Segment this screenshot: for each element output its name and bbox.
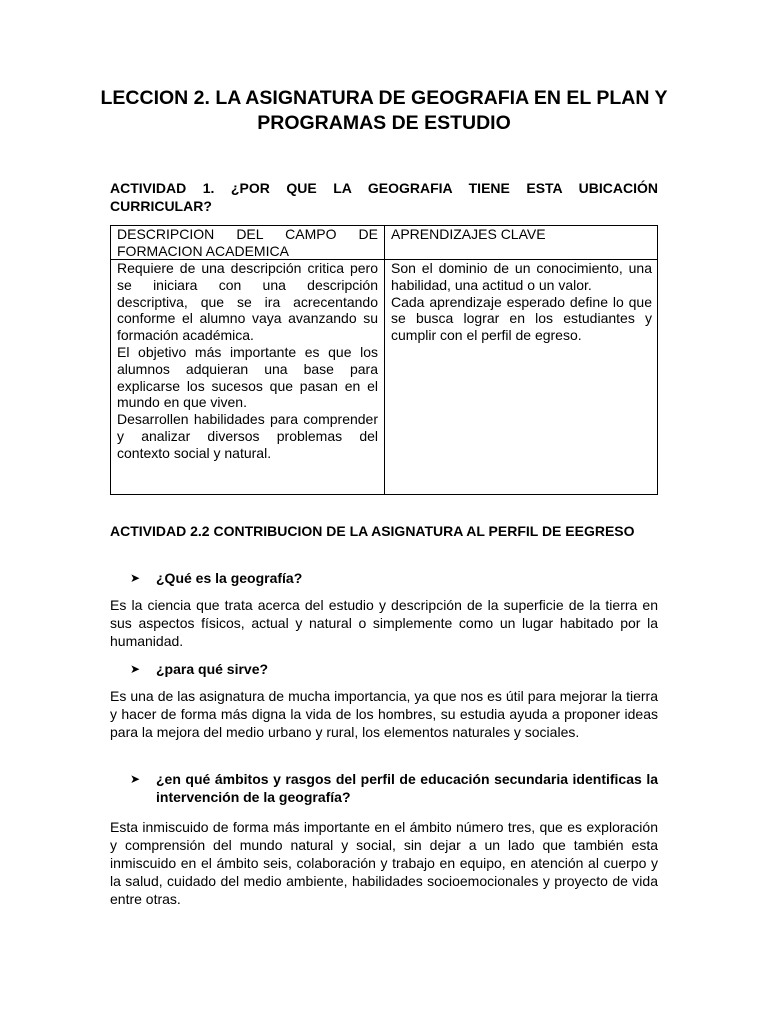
- question-text: ¿en qué ámbitos y rasgos del perfil de educación secundaria identificas la intervención de la geografía?: [156, 771, 658, 805]
- curriculum-table: [110, 225, 658, 495]
- answer-2: Es una de las asignatura de mucha importancia, ya que nos es útil para mejorar la tierra y hacer de forma más digna la vida de los hombres, su estudia ayuda a proponer ideas para la mejora del medio urbano y rural, los elementos naturales y sociales.: [110, 688, 658, 740]
- description-paragraph: Desarrollen habilidades para comprender y analizar diversos problemas del contexto social y natural.: [117, 411, 378, 461]
- question-2: [110, 660, 658, 678]
- activity-1-heading: ACTIVIDAD 1. ¿POR QUE LA GEOGRAFIA TIENE ESTA UBICACIÓN CURRICULAR?: [110, 180, 658, 214]
- answer-1: Es la ciencia que trata acerca del estudio y descripción de la superficie de la tierra en sus aspectos físicos, actual y natural o simplemente como un lugar habitado por la humanidad.: [110, 597, 658, 649]
- table-cell-key-learnings: [391, 260, 652, 344]
- answer-3: Esta inmiscuido de forma más importante en el ámbito número tres, que es exploración y comprensión del mundo natural y social, sin dejar a un lado que también esta inmiscuido en el ámbito seis, colaboración y trabajo en equipo, en atención al cuerpo y la salud, cuidado del medio ambiente, habilidades socioemocionales y proyecto de vida entre otras.: [110, 819, 658, 907]
- table-column-divider: [384, 226, 385, 494]
- arrow-bullet-icon: ➤: [130, 772, 141, 786]
- arrow-bullet-icon: ➤: [130, 571, 141, 585]
- lesson-title: LECCION 2. LA ASIGNATURA DE GEOGRAFIA EN EL PLAN Y PROGRAMAS DE ESTUDIO: [100, 87, 668, 134]
- table-header-key-learnings: APRENDIZAJES CLAVE: [391, 226, 546, 242]
- question-1: [110, 569, 658, 587]
- key-learnings-paragraph: Cada aprendizaje esperado define lo que se busca lograr en los estudiantes y cumplir con el perfil de egreso.: [391, 293, 652, 344]
- description-paragraph: El objetivo más importante es que los alumnos adquieran una base para explicarse los sucesos que pasan en el mundo en que viven.: [117, 343, 378, 411]
- question-3: [110, 770, 658, 806]
- arrow-bullet-icon: ➤: [130, 662, 141, 676]
- activity-2-heading: ACTIVIDAD 2.2 CONTRIBUCION DE LA ASIGNATURA AL PERFIL DE EEGRESO: [110, 523, 635, 539]
- question-text: ¿Qué es la geografía?: [156, 570, 303, 586]
- table-cell-description: [117, 260, 378, 462]
- description-paragraph: Requiere de una descripción critica pero se iniciara con una descripción descriptiva, que se ira acrecentando conforme el alumno vaya avanzando su formación académica.: [117, 260, 378, 344]
- question-text: ¿para qué sirve?: [156, 661, 269, 677]
- key-learnings-paragraph: Son el dominio de un conocimiento, una habilidad, una actitud o un valor.: [391, 260, 652, 293]
- table-header-description: DESCRIPCION DEL CAMPO DE FORMACION ACADEMICA: [117, 226, 378, 259]
